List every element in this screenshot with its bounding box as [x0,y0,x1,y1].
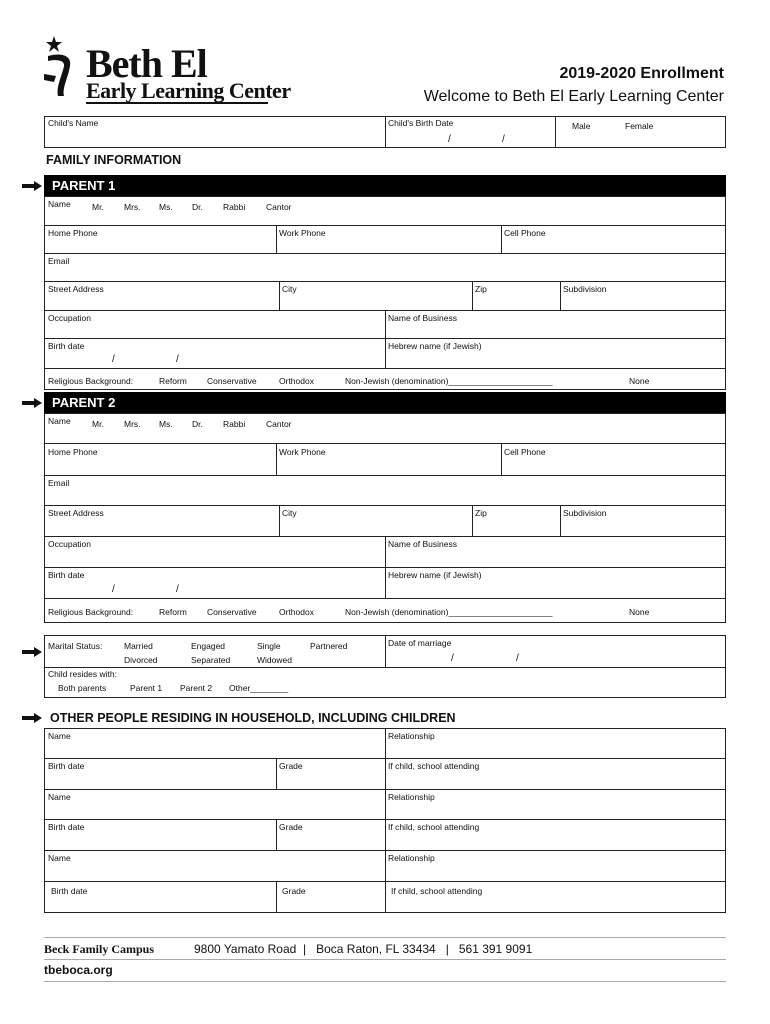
parent-2-birth-date-field[interactable]: Birth date [48,570,85,580]
child-birth-date-field[interactable]: Child's Birth Date [388,118,454,128]
footer-rule-middle [44,959,726,960]
arrow-right-icon [22,398,42,408]
title-rabbi-option[interactable]: Rabbi [223,202,246,212]
parent-2-name-field[interactable]: Name [48,416,71,426]
page-title: 2019-2020 Enrollment [559,65,724,82]
footer-rule-bottom [44,981,726,982]
parent-1-occupation-field[interactable]: Occupation [48,313,91,323]
parent-1-name-field[interactable]: Name [48,199,71,209]
member-1-relationship-field[interactable]: Relationship [388,731,435,741]
member-1-name-field[interactable]: Name [48,731,71,741]
member-2-name-field[interactable]: Name [48,792,71,802]
family-information-heading: FAMILY INFORMATION [46,153,182,167]
parent-2-subdivision-field[interactable]: Subdivision [563,508,607,518]
marital-separated-option[interactable]: Separated [191,655,231,665]
religion-none-option[interactable]: None [629,607,650,617]
parent-1-hebrew-name-field[interactable]: Hebrew name (if Jewish) [388,341,482,351]
parent-2-email-field[interactable]: Email [48,478,70,488]
parent-1-zip-field[interactable]: Zip [475,284,487,294]
parent-2-work-phone-field[interactable]: Work Phone [279,447,326,457]
religion-orthodox-option[interactable]: Orthodox [279,376,314,386]
member-3-relationship-field[interactable]: Relationship [388,853,435,863]
member-2-grade-field[interactable]: Grade [279,822,303,832]
footer-address: 9800 Yamato Road | Boca Raton, FL 33434 | 561 391 9091 [194,942,533,956]
member-3-school-field[interactable]: If child, school attending [391,886,483,896]
religion-reform-option[interactable]: Reform [159,376,187,386]
title-mrs-option[interactable]: Mrs. [124,202,141,212]
marital-status-label: Marital Status: [48,641,103,651]
religion-reform-option[interactable]: Reform [159,607,187,617]
parent-1-cell-phone-field[interactable]: Cell Phone [504,228,546,238]
female-option[interactable]: Female [625,121,654,131]
religion-non-jewish-option[interactable]: Non-Jewish (denomination)______________________ [345,376,553,386]
resides-parent-1-option[interactable]: Parent 1 [130,683,163,693]
religious-background-label: Religious Background: [48,607,134,617]
title-cantor-option[interactable]: Cantor [266,419,292,429]
title-cantor-option[interactable]: Cantor [266,202,292,212]
logo-underline [86,102,268,104]
footer-campus: Beck Family Campus [44,942,155,956]
title-ms-option[interactable]: Ms. [159,419,173,429]
marital-single-option[interactable]: Single [257,641,281,651]
arrow-right-icon [22,181,42,191]
member-2-school-field[interactable]: If child, school attending [388,822,480,832]
member-1-grade-field[interactable]: Grade [279,761,303,771]
footer-rule-top [44,937,726,938]
religion-conservative-option[interactable]: Conservative [207,376,257,386]
title-dr-option[interactable]: Dr. [192,202,203,212]
parent-1-email-field[interactable]: Email [48,256,70,266]
date-of-marriage-field[interactable]: Date of marriage [388,638,452,648]
arrow-right-icon [22,647,42,657]
religious-background-label: Religious Background: [48,376,134,386]
member-1-birth-date-field[interactable]: Birth date [48,761,85,771]
parent-1-business-field[interactable]: Name of Business [388,313,457,323]
logo-wordmark: Beth El [86,41,207,86]
religion-non-jewish-option[interactable]: Non-Jewish (denomination)______________________ [345,607,553,617]
title-rabbi-option[interactable]: Rabbi [223,419,246,429]
parent-2-home-phone-field[interactable]: Home Phone [48,447,98,457]
child-resides-label: Child resides with: [48,669,117,679]
other-people-heading: OTHER PEOPLE RESIDING IN HOUSEHOLD, INCLUDING CHILDREN [50,711,456,725]
marital-divorced-option[interactable]: Divorced [124,655,158,665]
parent-1-home-phone-field[interactable]: Home Phone [48,228,98,238]
title-mrs-option[interactable]: Mrs. [124,419,141,429]
parent-2-occupation-field[interactable]: Occupation [48,539,91,549]
marital-widowed-option[interactable]: Widowed [257,655,292,665]
marital-engaged-option[interactable]: Engaged [191,641,226,651]
parent-2-header: PARENT 2 [44,392,726,413]
parent-1-street-field[interactable]: Street Address [48,284,104,294]
logo-subtitle: Early Learning Center [86,78,291,103]
parent-1-birth-date-field[interactable]: Birth date [48,341,85,351]
member-2-relationship-field[interactable]: Relationship [388,792,435,802]
title-dr-option[interactable]: Dr. [192,419,203,429]
footer-website[interactable]: tbeboca.org [44,963,113,977]
member-3-birth-date-field[interactable]: Birth date [51,886,88,896]
title-mr-option[interactable]: Mr. [92,202,104,212]
parent-1-city-field[interactable]: City [282,284,297,294]
parent-2-hebrew-name-field[interactable]: Hebrew name (if Jewish) [388,570,482,580]
resides-parent-2-option[interactable]: Parent 2 [180,683,213,693]
child-name-field[interactable]: Child's Name [48,118,99,128]
title-ms-option[interactable]: Ms. [159,202,173,212]
title-mr-option[interactable]: Mr. [92,419,104,429]
marital-married-option[interactable]: Married [124,641,153,651]
member-1-school-field[interactable]: If child, school attending [388,761,480,771]
member-3-grade-field[interactable]: Grade [282,886,306,896]
resides-other-option[interactable]: Other________ [229,683,289,693]
parent-2-city-field[interactable]: City [282,508,297,518]
resides-both-parents-option[interactable]: Both parents [58,683,107,693]
member-2-birth-date-field[interactable]: Birth date [48,822,85,832]
parent-2-business-field[interactable]: Name of Business [388,539,457,549]
religion-orthodox-option[interactable]: Orthodox [279,607,314,617]
male-option[interactable]: Male [572,121,591,131]
marital-partnered-option[interactable]: Partnered [310,641,348,651]
religion-none-option[interactable]: None [629,376,650,386]
page-subtitle: Welcome to Beth El Early Learning Center [423,88,724,105]
member-3-name-field[interactable]: Name [48,853,71,863]
parent-2-street-field[interactable]: Street Address [48,508,104,518]
parent-1-work-phone-field[interactable]: Work Phone [279,228,326,238]
parent-2-cell-phone-field[interactable]: Cell Phone [504,447,546,457]
parent-2-zip-field[interactable]: Zip [475,508,487,518]
parent-1-subdivision-field[interactable]: Subdivision [563,284,607,294]
parent-1-header: PARENT 1 [44,175,726,196]
star-torah-logo-icon [42,34,80,98]
arrow-right-icon [22,713,42,723]
religion-conservative-option[interactable]: Conservative [207,607,257,617]
